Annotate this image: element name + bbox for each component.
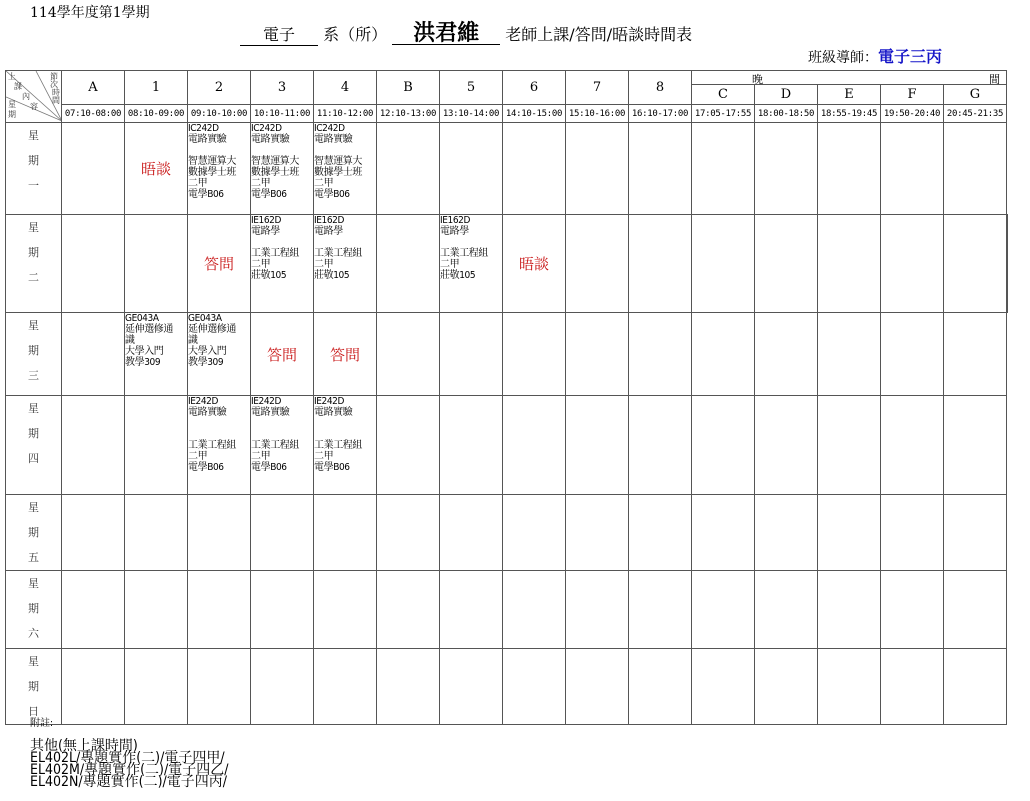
- course-class: 二甲: [188, 451, 208, 462]
- slot-cell: [377, 396, 440, 495]
- course-code: GE043A: [125, 313, 159, 324]
- slot-cell: [125, 215, 188, 313]
- slot-cell: [692, 396, 755, 495]
- day-char: 四: [28, 452, 39, 465]
- day-char: 五: [28, 551, 39, 564]
- course-code: GE043A: [188, 313, 222, 324]
- course-room: 電學B06: [314, 189, 350, 200]
- slot-cell: [629, 396, 692, 495]
- advisor-label: 班級導師：: [808, 50, 878, 66]
- slot-cell: [944, 396, 1007, 495]
- slot-time: 18:00-18:50: [755, 105, 818, 123]
- course-room: 電學B06: [188, 462, 224, 473]
- day-char: 期: [28, 246, 39, 259]
- slot-header: F: [881, 85, 944, 105]
- slot-header: D: [755, 85, 818, 105]
- course-cell: [188, 396, 251, 495]
- course-name: 電路學: [440, 226, 469, 237]
- day-row-saturday: [6, 571, 1008, 649]
- corner-char: 上: [8, 72, 16, 81]
- day-row-wednesday: [6, 313, 1008, 396]
- course-class: 二甲: [251, 178, 271, 189]
- corner-char: 間: [52, 96, 60, 105]
- day-label-wednesday: [6, 313, 62, 396]
- corner-char: 星: [8, 100, 16, 109]
- course-room: 莊敬105: [440, 270, 476, 281]
- day-char: 星: [28, 221, 39, 234]
- slot-time: 10:10-11:00: [251, 105, 314, 123]
- slot-header: B: [377, 71, 440, 105]
- qa-mark: 答問: [188, 215, 251, 313]
- course-code: IC242D: [188, 123, 219, 134]
- course-code: IC242D: [314, 123, 345, 134]
- day-char: 期: [28, 526, 39, 539]
- slot-cell: [377, 215, 440, 313]
- slot-cell: [503, 123, 566, 215]
- course-name: 電路實驗: [314, 134, 353, 145]
- slot-cell: [503, 396, 566, 495]
- slot-header: 1: [125, 71, 188, 105]
- course-class: 數據學士班: [314, 167, 362, 178]
- course-class: 工業工程組: [314, 440, 362, 451]
- title-teacher-name: 洪君維: [392, 22, 500, 45]
- course-class: 二甲: [314, 259, 334, 270]
- slot-time: 16:10-17:00: [629, 105, 692, 123]
- note-line: 其他(無上課時間): [30, 738, 138, 754]
- slot-cell: [818, 313, 881, 396]
- note-line: EL402M/專題實作(二)/電子四乙/: [30, 762, 229, 778]
- corner-char: 容: [30, 102, 38, 111]
- course-cell: [314, 123, 377, 215]
- day-row-thursday: [6, 396, 1008, 495]
- slot-cell: [944, 313, 1007, 396]
- evening-label-right: 間: [989, 73, 1000, 85]
- slot-cell: [692, 313, 755, 396]
- day-label-sunday: [6, 649, 62, 725]
- slot-cell: [377, 123, 440, 215]
- day-char: 一: [28, 179, 39, 192]
- course-code: IE242D: [314, 396, 345, 407]
- slot-cell: [692, 123, 755, 215]
- day-char: 日: [28, 705, 39, 718]
- day-row-tuesday: [6, 215, 1008, 313]
- slot-header: 2: [188, 71, 251, 105]
- course-code: IE162D: [314, 215, 345, 226]
- day-char: 星: [28, 129, 39, 142]
- slot-header: E: [818, 85, 881, 105]
- slot-header: 6: [503, 71, 566, 105]
- course-class: 大學入門: [125, 346, 164, 357]
- semester-label: 114學年度第1學期: [30, 5, 150, 21]
- day-row-monday: [6, 123, 1008, 215]
- slot-time: 18:55-19:45: [818, 105, 881, 123]
- slot-cell: [566, 123, 629, 215]
- note-line: EL402N/專題實作(二)/電子四丙/: [30, 774, 227, 790]
- course-class: 二甲: [251, 259, 271, 270]
- slot-header: 4: [314, 71, 377, 105]
- slot-time: 19:50-20:40: [881, 105, 944, 123]
- evening-header: [692, 71, 1007, 85]
- title-suffix: 老師上課/答問/晤談時間表: [505, 25, 693, 44]
- course-class: 二甲: [314, 451, 334, 462]
- slot-time: 17:05-17:55: [692, 105, 755, 123]
- day-char: 星: [28, 402, 39, 415]
- slot-cell: [755, 396, 818, 495]
- day-char: 星: [28, 501, 39, 514]
- day-label-saturday: [6, 571, 62, 649]
- slot-header: A: [62, 71, 125, 105]
- corner-char: 課: [14, 82, 22, 91]
- slot-cell: [692, 215, 755, 313]
- course-class: 二甲: [314, 178, 334, 189]
- course-class: 智慧運算大: [251, 156, 299, 167]
- slot-cell: [62, 215, 125, 313]
- timetable: [5, 70, 1008, 725]
- course-room: 莊敬105: [251, 270, 287, 281]
- slot-time: 13:10-14:00: [440, 105, 503, 123]
- day-label-friday: [6, 495, 62, 571]
- course-class: 二甲: [188, 178, 208, 189]
- course-name: 電路實驗: [188, 134, 227, 145]
- day-row-friday: [6, 495, 1008, 571]
- slot-cell: [944, 123, 1007, 215]
- day-char: 六: [28, 627, 39, 640]
- slot-time: 20:45-21:35: [944, 105, 1007, 123]
- slot-cell: [818, 396, 881, 495]
- day-char: 期: [28, 427, 39, 440]
- slot-cell: [566, 215, 629, 313]
- slot-cell: [629, 313, 692, 396]
- title-department: 電子: [240, 22, 318, 46]
- slot-cell: [377, 313, 440, 396]
- slot-cell: [503, 313, 566, 396]
- day-row-sunday: [6, 649, 1008, 725]
- qa-mark: 答問: [251, 313, 314, 396]
- slot-time: 14:10-15:00: [503, 105, 566, 123]
- header-corner: [6, 71, 62, 123]
- slot-cell: [881, 215, 944, 313]
- course-class: 數據學士班: [251, 167, 299, 178]
- course-class: 工業工程組: [251, 248, 299, 259]
- day-char: 期: [28, 344, 39, 357]
- day-char: 星: [28, 319, 39, 332]
- talk-mark: 晤談: [503, 215, 566, 313]
- course-name: 電路實驗: [188, 407, 227, 418]
- course-class: 工業工程組: [314, 248, 362, 259]
- slot-cell: [818, 123, 881, 215]
- slot-header: 8: [629, 71, 692, 105]
- class-advisor: [808, 44, 942, 67]
- slot-cell: [881, 313, 944, 396]
- notes: [30, 718, 228, 788]
- slot-cell: [440, 313, 503, 396]
- course-class: 工業工程組: [188, 440, 236, 451]
- slot-cell: [62, 396, 125, 495]
- slot-time: 08:10-09:00: [125, 105, 188, 123]
- slot-header: C: [692, 85, 755, 105]
- day-label-thursday: [6, 396, 62, 495]
- corner-char: 期: [8, 110, 16, 119]
- slot-cell: [755, 313, 818, 396]
- slot-cell: [440, 396, 503, 495]
- slot-cell: [881, 123, 944, 215]
- course-cell: [251, 396, 314, 495]
- course-class: 大學入門: [188, 346, 227, 357]
- course-class: 二甲: [251, 451, 271, 462]
- corner-char: 時: [52, 88, 60, 97]
- course-code: IE162D: [251, 215, 282, 226]
- course-cell: [251, 123, 314, 215]
- course-room: 教學309: [188, 357, 224, 368]
- course-name: 電路實驗: [314, 407, 353, 418]
- slot-header: 3: [251, 71, 314, 105]
- corner-char: 節: [50, 72, 58, 81]
- note-line: EL402L/專題實作(二)/電子四甲/: [30, 750, 225, 766]
- slot-cell: [755, 215, 818, 313]
- day-char: 二: [28, 271, 39, 284]
- course-name: 電路學: [314, 226, 343, 237]
- slot-header: 5: [440, 71, 503, 105]
- course-name: 延伸選修通: [188, 324, 236, 335]
- page-title: [240, 22, 692, 46]
- course-room: 教學309: [125, 357, 161, 368]
- course-class: 智慧運算大: [188, 156, 236, 167]
- course-name: 電路實驗: [251, 407, 290, 418]
- course-class: 智慧運算大: [314, 156, 362, 167]
- slot-time: 11:10-12:00: [314, 105, 377, 123]
- course-name: 電路學: [251, 226, 280, 237]
- course-room: 電學B06: [251, 462, 287, 473]
- slot-cell: [1007, 215, 1008, 313]
- slot-cell: [944, 215, 1007, 313]
- slot-cell: [629, 123, 692, 215]
- course-code: IE242D: [251, 396, 282, 407]
- slot-header: G: [944, 85, 1007, 105]
- course-cell: [188, 313, 251, 396]
- day-label-monday: [6, 123, 62, 215]
- course-cell: [314, 396, 377, 495]
- slot-cell: [566, 313, 629, 396]
- course-cell: [440, 215, 503, 313]
- slot-cell: [62, 313, 125, 396]
- slot-cell: [818, 215, 881, 313]
- course-room: 電學B06: [251, 189, 287, 200]
- slot-time: 07:10-08:00: [62, 105, 125, 123]
- course-cell: [251, 215, 314, 313]
- course-class: 數據學士班: [188, 167, 236, 178]
- course-name: 識: [125, 335, 135, 346]
- course-name: 電路實驗: [251, 134, 290, 145]
- slot-cell: [440, 123, 503, 215]
- corner-char: 內: [22, 92, 30, 101]
- qa-mark: 答問: [314, 313, 377, 396]
- course-room: 電學B06: [314, 462, 350, 473]
- title-department-suffix: 系（所）: [323, 25, 388, 44]
- course-cell: [314, 215, 377, 313]
- course-room: 莊敬105: [314, 270, 350, 281]
- course-code: IE162D: [440, 215, 471, 226]
- day-label-tuesday: [6, 215, 62, 313]
- course-name: 識: [188, 335, 198, 346]
- slot-cell: [62, 123, 125, 215]
- slot-header: 7: [566, 71, 629, 105]
- talk-mark: 晤談: [125, 123, 188, 215]
- day-char: 三: [28, 369, 39, 382]
- slot-cell: [881, 396, 944, 495]
- notes-heading: 附註:: [30, 718, 54, 729]
- course-class: 工業工程組: [440, 248, 488, 259]
- day-char: 期: [28, 680, 39, 693]
- slot-cell: [125, 396, 188, 495]
- course-cell: [125, 313, 188, 396]
- course-class: 二甲: [440, 259, 460, 270]
- slot-cell: [566, 396, 629, 495]
- slot-cell: [629, 215, 692, 313]
- course-class: 工業工程組: [251, 440, 299, 451]
- course-code: IE242D: [188, 396, 219, 407]
- corner-char: 次: [50, 80, 58, 89]
- advisor-class: 電子三丙: [878, 47, 943, 66]
- evening-label-left: 晚: [752, 73, 763, 85]
- day-char: 星: [28, 655, 39, 668]
- slot-time: 09:10-10:00: [188, 105, 251, 123]
- day-char: 星: [28, 577, 39, 590]
- slot-time: 15:10-16:00: [566, 105, 629, 123]
- day-char: 期: [28, 154, 39, 167]
- course-room: 電學B06: [188, 189, 224, 200]
- course-code: IC242D: [251, 123, 282, 134]
- course-name: 延伸選修通: [125, 324, 173, 335]
- day-char: 期: [28, 602, 39, 615]
- slot-cell: [755, 123, 818, 215]
- course-cell: [188, 123, 251, 215]
- slot-time: 12:10-13:00: [377, 105, 440, 123]
